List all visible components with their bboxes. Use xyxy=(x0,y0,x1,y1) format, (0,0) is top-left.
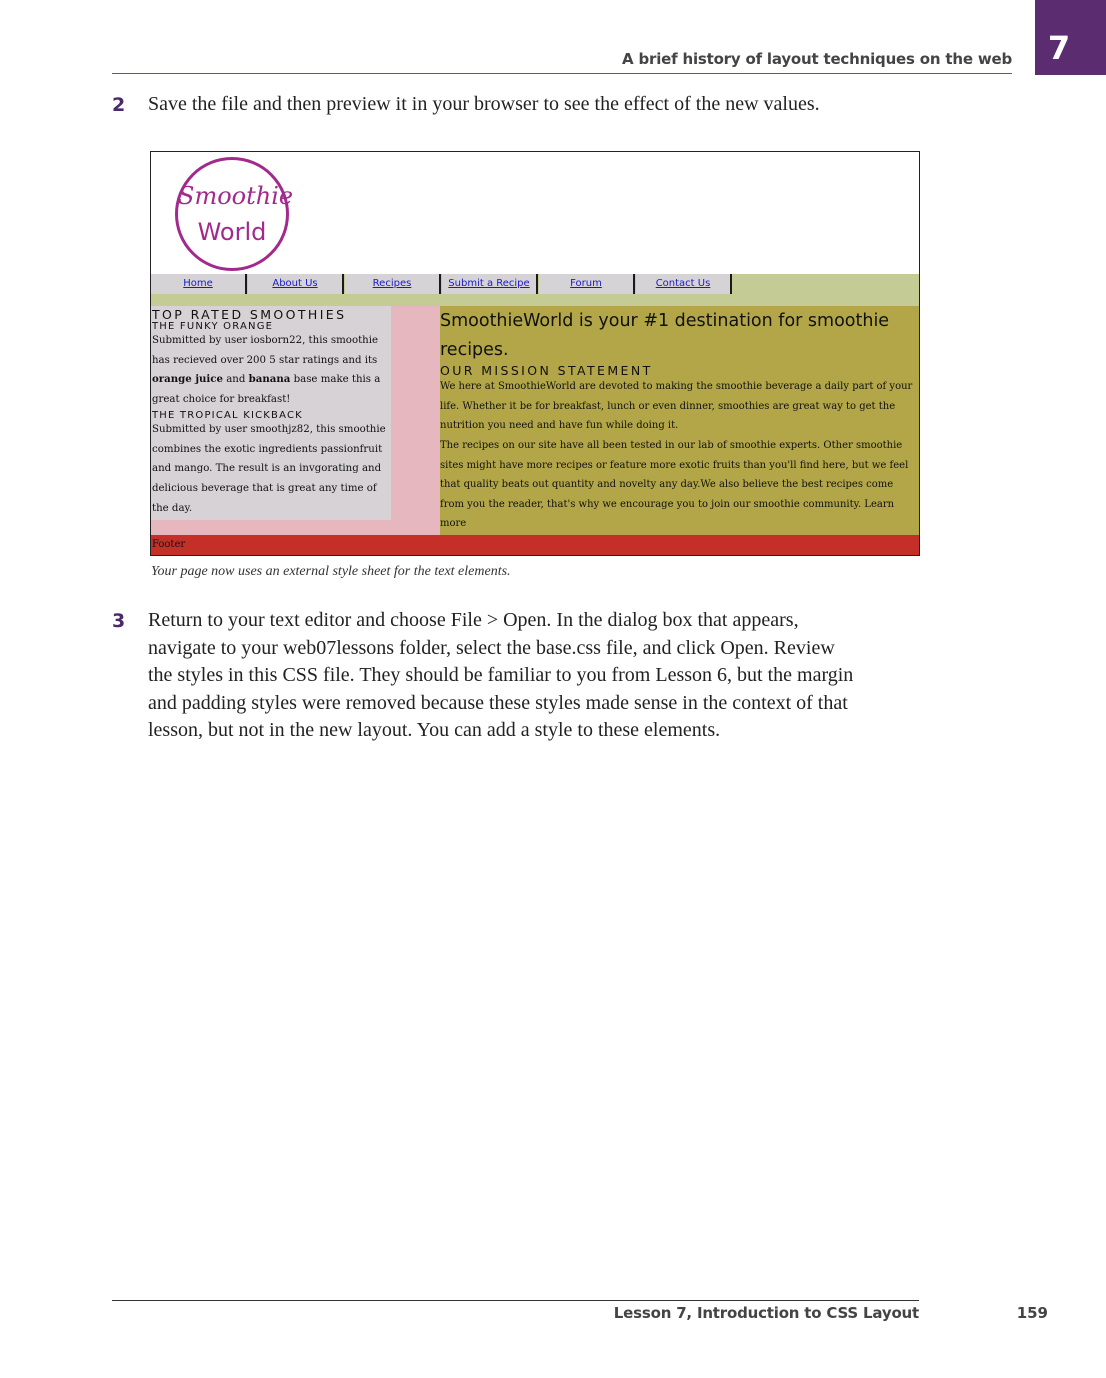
nav-link-submit[interactable]: Submit a Recipe xyxy=(442,274,538,294)
recipe-description: Submitted by user iosborn22, this smoothie has recieved over 200 5 star ratings and its orange juice and banana base make this a great choice for breakfast! xyxy=(152,335,381,406)
mission-heading: OUR MISSION STATEMENT xyxy=(440,363,653,378)
footer-rule xyxy=(112,1300,919,1301)
step-text: Save the file and then preview it in your browser to see the effect of the new values. xyxy=(148,93,820,115)
recipe-description: Submitted by user smoothjz82, this smoothie combines the exotic ingredients passionfruit and mango. The result is an invgorating and delicious beverage that is great any time of the day. xyxy=(152,424,386,514)
sidebar xyxy=(151,306,440,535)
nav-link-forum[interactable]: Forum xyxy=(539,274,635,294)
text-line: lesson, but not in the new layout. You can add a style to these elements. xyxy=(148,719,721,741)
browser-screenshot xyxy=(150,151,920,556)
text-line: Return to your text editor and choose File > Open. In the dialog box that appears, xyxy=(148,609,799,631)
smoothie-world-logo xyxy=(175,157,294,271)
step-text xyxy=(148,607,853,745)
logo-word-smoothie: Smoothie xyxy=(178,182,294,210)
chapter-tab xyxy=(1035,0,1106,75)
recipe-title: THE FUNKY ORANGE xyxy=(152,321,274,332)
nav-link-home[interactable]: Home xyxy=(151,274,247,294)
page-number: 159 xyxy=(1016,1304,1048,1322)
main-content xyxy=(440,306,919,535)
main-heading: SmoothieWorld is your #1 destination for smoothie recipes. xyxy=(440,311,890,360)
figure-caption: Your page now uses an external style sheet for the text elements. xyxy=(151,564,511,579)
site-footer: Footer xyxy=(151,535,920,555)
mission-paragraph: The recipes on our site have all been tested in our lab of smoothie experts. Other smoothie sites might have more recipes or feature more exotic fruits than you'll find here, but we feel that quality beats out quantity and novelty any day.We also believe the best recipes come from you the reader, that's why we encourage you to join our smoothie community. Learn more xyxy=(440,440,909,530)
text-line: navigate to your web07lessons folder, select the base.css file, and click Open. Review xyxy=(148,636,835,659)
recipe-title: THE TROPICAL KICKBACK xyxy=(152,410,303,421)
text-line: the styles in this CSS file. They should be familiar to you from Lesson 6, but the margin xyxy=(148,664,854,686)
footer-lesson-title: Lesson 7, Introduction to CSS Layout xyxy=(613,1304,919,1322)
sidebar-content xyxy=(151,306,391,520)
nav-link-contact[interactable]: Contact Us xyxy=(636,274,732,294)
text-line: and padding styles were removed because these styles made sense in the context of that xyxy=(148,691,848,714)
nav-link-recipes[interactable]: Recipes xyxy=(345,274,441,294)
header-rule xyxy=(112,73,1012,74)
nav-link-about[interactable]: About Us xyxy=(248,274,344,294)
nav-underbar xyxy=(151,294,919,306)
mission-paragraph: We here at SmoothieWorld are devoted to making the smoothie beverage a daily part of your life. Whether it be for breakfast, lunch or even dinner, smoothies are great way to get the nutrition you need and have fun while doing it. xyxy=(440,381,913,432)
step-number: 3 xyxy=(112,610,126,632)
logo-word-world: World xyxy=(197,218,267,246)
sidebar-heading: TOP RATED SMOOTHIES xyxy=(152,307,347,322)
running-header-title: A brief history of layout techniques on the web xyxy=(622,50,1012,68)
nav-bar xyxy=(151,274,919,294)
step-number: 2 xyxy=(112,94,126,116)
chapter-number: 7 xyxy=(1047,29,1071,67)
